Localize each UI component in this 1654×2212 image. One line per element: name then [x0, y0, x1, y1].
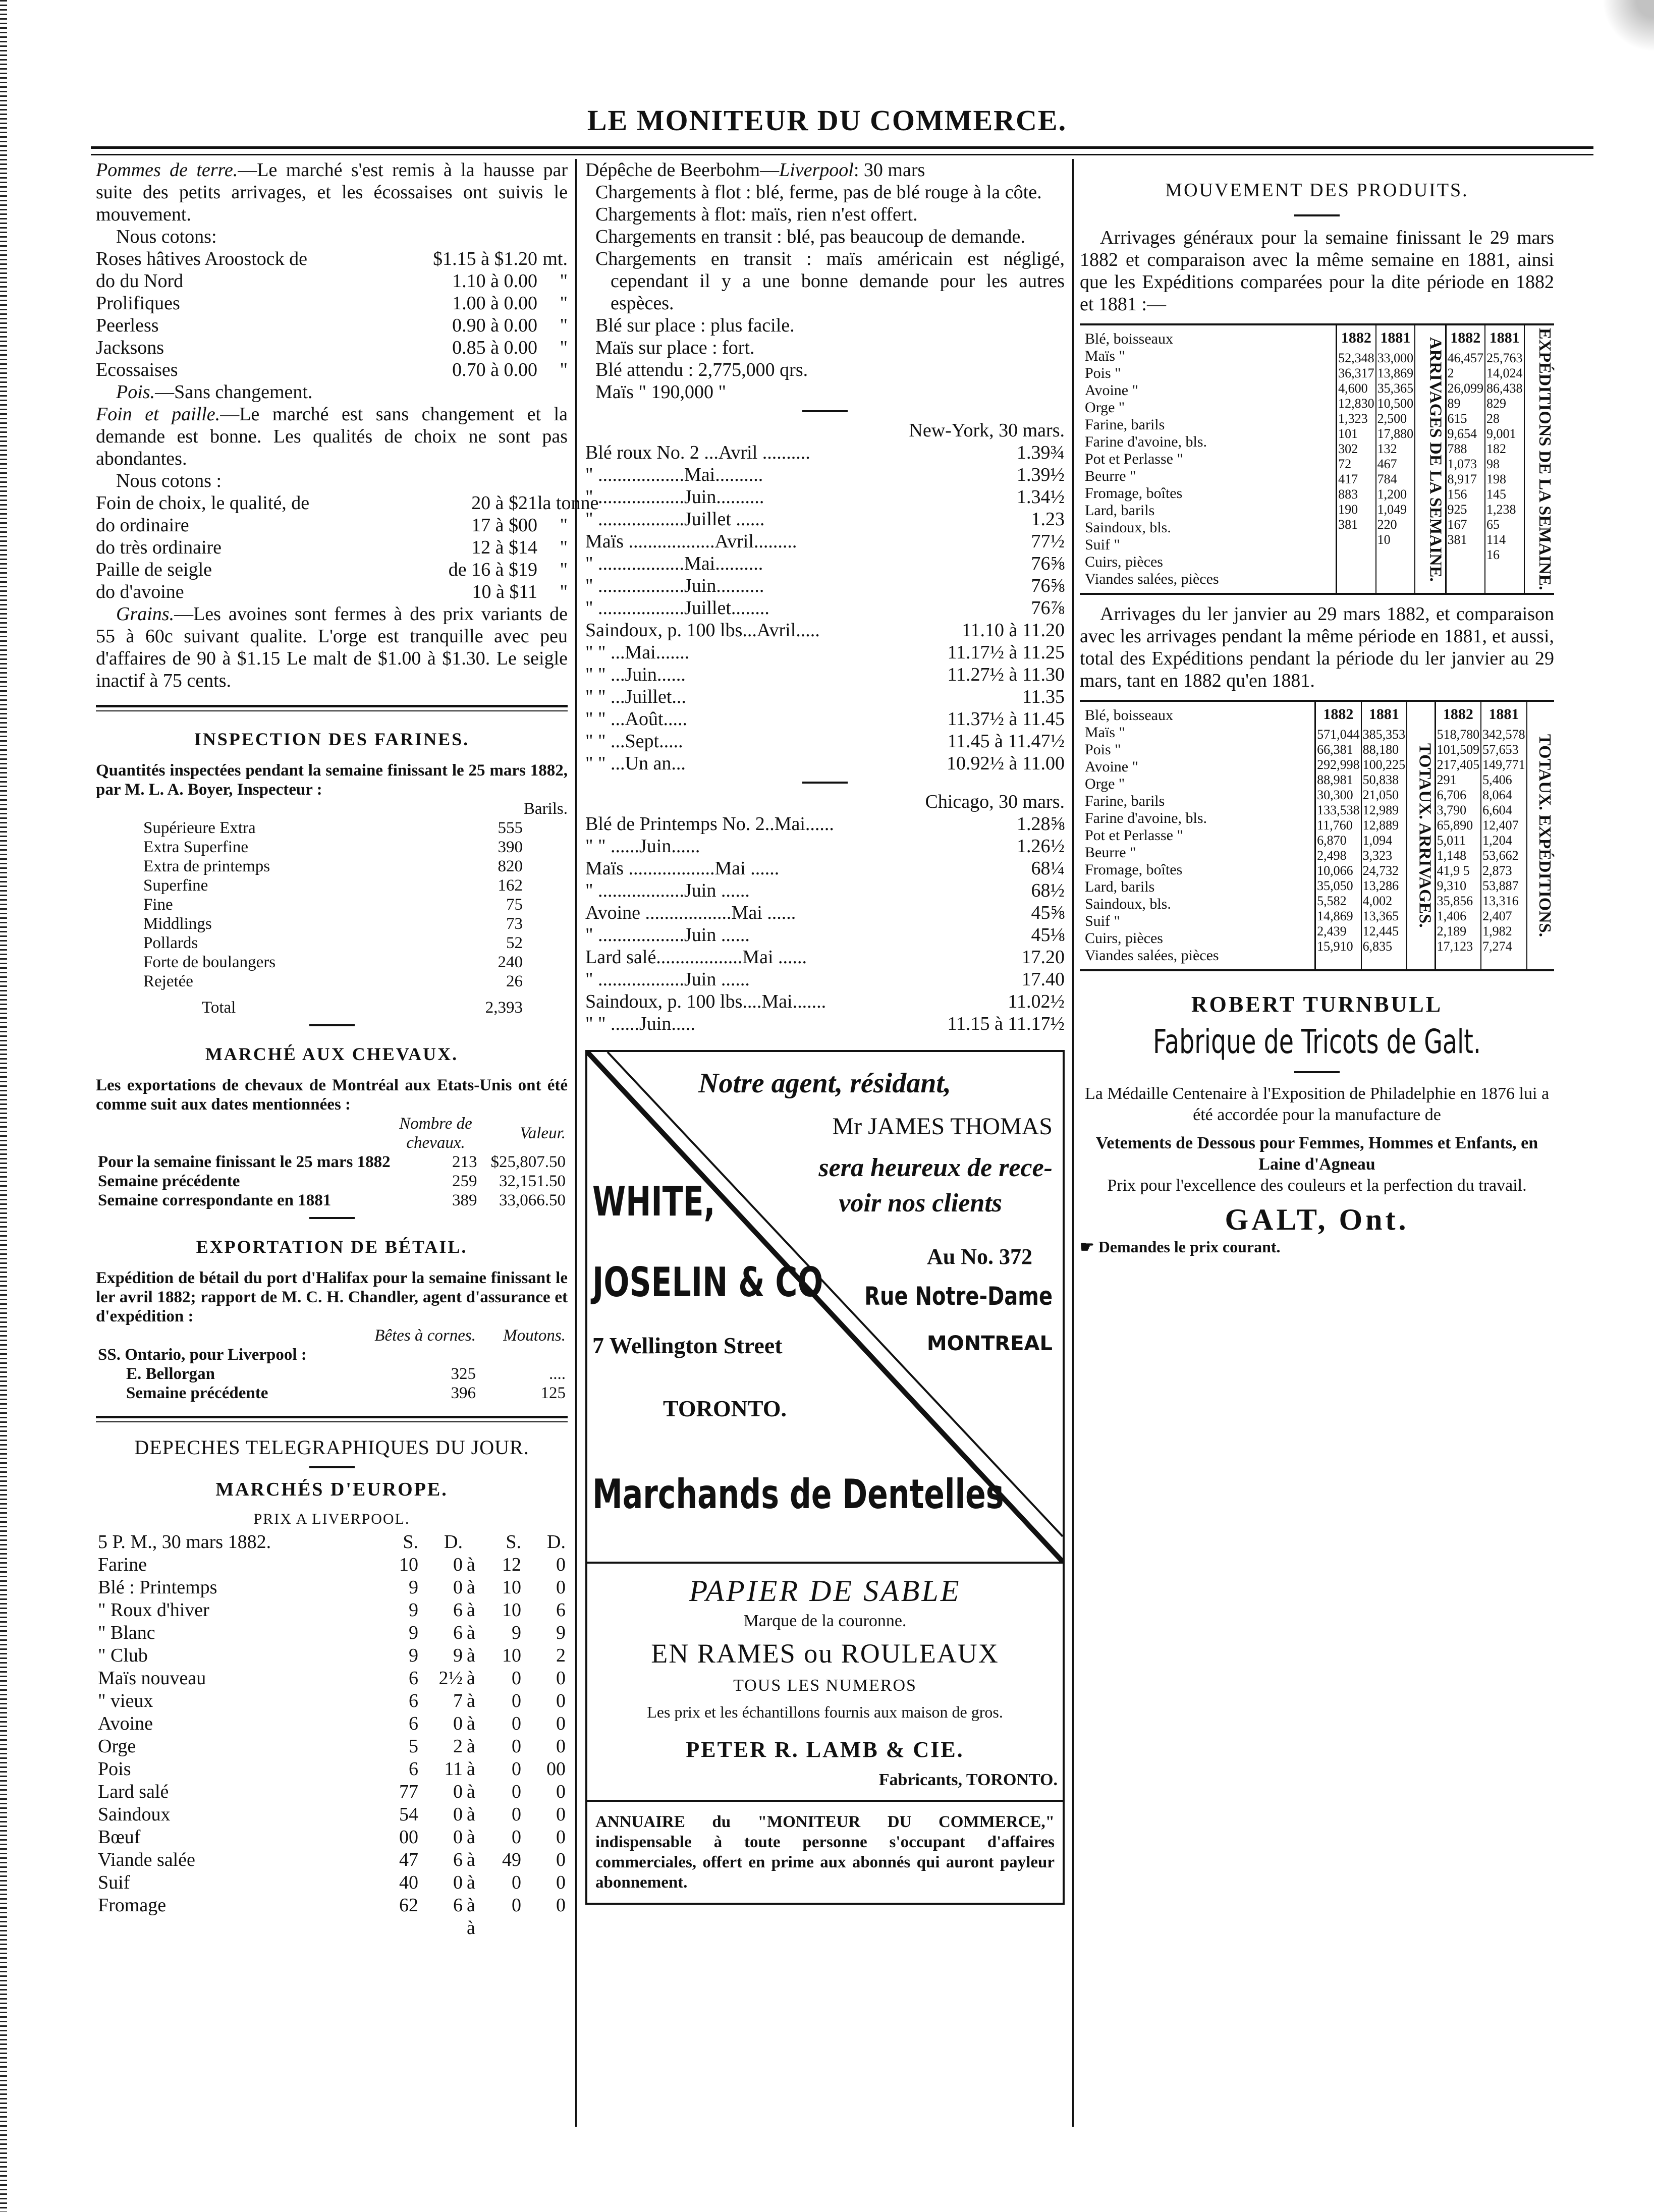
- stat-value: 9,001: [1486, 426, 1516, 441]
- stats-column: 1882 518,780 101,509 217,405 291 6,706 3,790 65,890 5,011 1,148 41,9 5 9,310 35,856 1,406 2,189 17,123: [1436, 702, 1482, 969]
- potatoes-lead: Pommes de terre.: [96, 159, 238, 181]
- table-row: Lard salé 77 0 à 0 0: [98, 1781, 566, 1802]
- short-rule: [802, 782, 848, 784]
- stat-value: 53,662: [1482, 848, 1519, 863]
- stat-value: 381: [1338, 517, 1358, 532]
- table-row: Orge 5 2 à 0 0: [98, 1736, 566, 1757]
- stats-table-totals: [1080, 700, 1554, 971]
- stat-value: 17,123: [1437, 939, 1473, 954]
- quote-row: " " ......Juin..... 11.15 à 11.17½: [585, 1013, 1065, 1034]
- stat-value: 50,838: [1362, 772, 1399, 787]
- stat-value: 10,500: [1377, 396, 1414, 411]
- table-row: " Roux d'hiver 9 6 à 10 6: [98, 1599, 566, 1621]
- stat-value: 30,300: [1317, 788, 1353, 802]
- chevaux-table: Nombre de chevaux. Valeur. Pour la semaine finissant le 25 mars 1882 213 $25,807.50 Semaine précédente 259 32,151.50 Semaine correspondante en 1881 389 33,066.50: [96, 1114, 568, 1210]
- stat-value: 883: [1338, 487, 1358, 502]
- table-row: Middlings 73: [143, 915, 523, 933]
- stat-value: 1,238: [1486, 502, 1516, 517]
- stat-value: 385,353: [1362, 727, 1406, 742]
- product-labels: Blé, boisseaux Maïs " Pois " Avoine " Orge " Farine, barils Farine d'avoine, bls. Pot et Perlasse " Beurre " Fromage, boîtes Lard, barils Saindoux, bls. Suif " Cuirs, pièces Viandes salées, pièces: [1080, 702, 1316, 969]
- farines-header: Barils.: [523, 800, 568, 818]
- table-row: Total 2,393: [202, 999, 523, 1017]
- stat-value: 13,286: [1362, 878, 1399, 893]
- quotes-intro: Nous cotons:: [116, 226, 217, 247]
- stat-value: 1,204: [1482, 833, 1512, 848]
- stat-value: 571,044: [1317, 727, 1360, 742]
- stat-value: 467: [1377, 457, 1397, 471]
- stats-column: 1881 25,763 14,024 86,438 829 28 9,001 182 98 198 145 1,238 65 114 16: [1485, 325, 1525, 593]
- dispatch-line: Blé attendu : 2,775,000 qrs.: [595, 359, 808, 380]
- stat-value: 1,073: [1447, 457, 1477, 471]
- pointing-hand-icon: ☛: [1080, 1238, 1098, 1256]
- stat-value: 6,706: [1437, 788, 1467, 802]
- short-rule: [309, 1024, 355, 1026]
- short-rule: [1294, 214, 1340, 216]
- stat-value: 1,094: [1362, 833, 1393, 848]
- stat-value: 41,9 5: [1437, 863, 1470, 878]
- ad-address: Au No. 372: [926, 1244, 1032, 1269]
- ad-line: Fabricants, TORONTO.: [878, 1771, 1058, 1789]
- dispatch-line: Chargements à flot: maïs, rien n'est offert.: [595, 204, 918, 225]
- stat-value: 57,653: [1482, 742, 1519, 757]
- table-row: Superfine 162: [143, 876, 523, 895]
- table-row: E. Bellorgan 325 ....: [126, 1365, 566, 1383]
- quote-row: Maïs ..................Avril......... 77½: [585, 531, 1065, 552]
- stat-value: 217,405: [1437, 757, 1480, 772]
- ad-line: TOUS LES NUMEROS: [733, 1676, 917, 1695]
- ad-line: Les prix et les échantillons fournis aux maison de gros.: [647, 1703, 1003, 1721]
- ad-company: ROBERT TURNBULL: [1191, 992, 1443, 1017]
- stat-value: 35,365: [1377, 381, 1414, 396]
- stat-value: 8,064: [1482, 788, 1512, 802]
- stat-value: 5,011: [1437, 833, 1466, 848]
- section-heading: MARCHÉS D'EUROPE.: [215, 1479, 448, 1500]
- stat-value: 220: [1377, 517, 1397, 532]
- ad-agent-name: Mr JAMES THOMAS: [832, 1113, 1053, 1140]
- stat-value: 14,869: [1317, 909, 1353, 923]
- table-row: Avoine 6 0 à 0 0: [98, 1713, 566, 1734]
- stat-value: 2,873: [1482, 863, 1512, 878]
- stat-value: 12,407: [1482, 818, 1519, 833]
- stat-value: 133,538: [1317, 803, 1360, 817]
- stat-value: 21,050: [1362, 788, 1399, 802]
- stat-value: 1,148: [1437, 848, 1467, 863]
- stat-value: 65: [1486, 517, 1500, 532]
- table-row: Bœuf 00 0 à 0 0: [98, 1827, 566, 1848]
- stat-value: 2,189: [1437, 924, 1467, 938]
- stat-value: 53,887: [1482, 878, 1519, 893]
- quote-row: Blé de Printemps No. 2..Mai...... 1.28⅝: [585, 813, 1065, 835]
- stat-value: 88,981: [1317, 772, 1353, 787]
- annuaire-notice: ANNUAIRE du "MONITEUR DU COMMERCE," indispensable à toute personne s'occupant d'affaires commerciales, offert en prime aux abonnés qui auront payleur abonnement.: [585, 1802, 1065, 1905]
- stat-value: 101: [1338, 426, 1358, 441]
- group-label: TOTAUX. ARRIVAGES.: [1407, 702, 1436, 969]
- stats-column: 1881 33,000 13,869 35,365 10,500 2,500 17,880 132 467 784 1,200 1,049 220 10: [1376, 325, 1416, 593]
- stat-value: 2: [1447, 366, 1454, 380]
- dispatch-line: Chargements en transit : blé, pas beaucoup de demande.: [595, 226, 1025, 247]
- ad-agent-text: voir nos clients: [839, 1189, 1002, 1218]
- ad-address: 7 Wellington Street: [592, 1333, 783, 1358]
- price-row: Foin de choix, le qualité, de 20 à $21 la tonne: [96, 492, 599, 514]
- stat-value: 1,406: [1437, 909, 1467, 923]
- quotes-intro: Nous cotons :: [116, 470, 222, 491]
- quote-row: " ..................Juin ...... 68½: [585, 880, 1065, 901]
- section-heading: DEPECHES TELEGRAPHIQUES DU JOUR.: [134, 1436, 529, 1459]
- stats-column: 1882 571,044 66,381 292,998 88,981 30,300 133,538 11,760 6,870 2,498 10,066 35,050 5,582 14,869 2,439 15,910: [1316, 702, 1362, 969]
- stat-value: 36,317: [1338, 366, 1374, 380]
- stat-value: 10,066: [1317, 863, 1353, 878]
- stat-value: 52,348: [1338, 351, 1374, 365]
- column-left: [96, 159, 599, 2127]
- stat-value: 829: [1486, 396, 1507, 411]
- section-heading: MARCHÉ AUX CHEVAUX.: [205, 1044, 459, 1064]
- group-label: TOTAUX. EXPÉDITIONS.: [1535, 734, 1554, 937]
- stat-value: 7,274: [1482, 939, 1512, 954]
- dispatch-line: Chargements à flot : blé, ferme, pas de blé rouge à la côte.: [595, 182, 1042, 203]
- price-row: Peerless 0.90 à 0.00 ": [96, 315, 568, 336]
- ad-city: GALT, Ont.: [1225, 1203, 1409, 1236]
- stat-value: 13,365: [1362, 909, 1399, 923]
- betail-table: Bêtes à cornes. Moutons. SS. Ontario, pour Liverpool : E. Bellorgan 325 .... Semaine précédente 396 125: [96, 1326, 568, 1403]
- peas-paragraph: Pois.—Sans changement.: [116, 381, 313, 403]
- quote-row: " " ...Sept..... 11.45 à 11.47½: [585, 731, 1065, 752]
- stat-value: 9,654: [1447, 426, 1477, 441]
- stat-value: 6,835: [1362, 939, 1393, 954]
- stat-value: 35,050: [1317, 878, 1353, 893]
- table-row: Rejetée 26: [143, 972, 523, 990]
- chevaux-intro: Les exportations de chevaux de Montréal aux Etats-Unis ont été comme suit aux dates mentionnées :: [96, 1076, 568, 1114]
- price-row: do du Nord 1.10 à 0.00 ": [96, 270, 568, 292]
- price-row: Prolifiques 1.00 à 0.00 ": [96, 293, 568, 314]
- left-edge-perforation: [0, 0, 7, 2212]
- table-row: Extra de printemps 820: [143, 857, 523, 875]
- column-middle: [585, 159, 1065, 2127]
- sub-heading: PRIX A LIVERPOOL.: [253, 1511, 410, 1527]
- quote-row: " ..................Mai.......... 1.39½: [585, 464, 1065, 485]
- stat-value: 66,381: [1317, 742, 1353, 757]
- stat-value: 784: [1377, 472, 1397, 486]
- quote-row: " ..................Juin.......... 76⅝: [585, 575, 1065, 596]
- stat-value: 167: [1447, 517, 1467, 532]
- stat-value: 13,869: [1377, 366, 1414, 380]
- table-row: Semaine correspondante en 1881 389 33,066.50: [98, 1191, 566, 1209]
- quote-row: " ..................Juillet ...... 1.23: [585, 509, 1065, 530]
- stat-value: 12,889: [1362, 818, 1399, 833]
- stat-value: 12,445: [1362, 924, 1399, 938]
- table-row: Pour la semaine finissant le 25 mars 1882 213 $25,807.50: [98, 1153, 566, 1171]
- city-date: New-York, 30 mars.: [909, 420, 1065, 441]
- quote-row: Saindoux, p. 100 lbs....Mai....... 11.02½: [585, 991, 1065, 1012]
- quote-row: " " ...Juin...... 11.27½ à 11.30: [585, 664, 1065, 685]
- price-row: Roses hâtives Aroostock de $1.15 à $1.20 mt.: [96, 248, 568, 269]
- table-row: SS. Ontario, pour Liverpool :: [98, 1346, 307, 1364]
- stat-value: 925: [1447, 502, 1467, 517]
- ad-tagline: Marchands de Dentelles: [592, 1471, 1004, 1518]
- stat-value: 145: [1486, 487, 1507, 502]
- ad-title: PAPIER DE SABLE: [689, 1574, 961, 1608]
- section-rule: [96, 705, 568, 711]
- stat-value: 14,024: [1486, 366, 1523, 380]
- stat-value: 10: [1377, 532, 1391, 547]
- stat-value: 2,439: [1317, 924, 1347, 938]
- advertisement-turnbull: [1080, 991, 1554, 1256]
- group-label: ARRIVAGES DE LA SEMAINE.: [1415, 325, 1446, 593]
- arrivages-intro: Arrivages du ler janvier au 29 mars 1882, et comparaison avec les arrivages pendant la même période en 1881, et aussi, total des Expéditions pendant la période du ler janvier au 29 mars, tant en 1882 qu'en 1881.: [1080, 603, 1554, 691]
- stat-value: 2,407: [1482, 909, 1512, 923]
- advertisement-white-joselin: [585, 1050, 1065, 1564]
- stat-value: 98: [1486, 457, 1500, 471]
- stat-value: 46,457: [1447, 351, 1484, 365]
- table-row: Fine 75: [143, 896, 523, 914]
- stat-value: 35,856: [1437, 894, 1473, 908]
- table-row: Maïs nouveau 6 2½ à 0 0: [98, 1668, 566, 1689]
- farines-intro: Quantités inspectées pendant la semaine finissant le 25 mars 1882, par M. L. A. Boyer, Inspecteur :: [96, 761, 568, 799]
- stat-value: 13,316: [1482, 894, 1519, 908]
- stats-table-weekly: [1080, 323, 1554, 595]
- stat-value: 788: [1447, 441, 1467, 456]
- stat-value: 132: [1377, 441, 1397, 456]
- ad-line: EN RAMES ou ROULEAUX: [651, 1638, 999, 1669]
- price-row: Paille de seigle de 16 à $19 ": [96, 559, 568, 580]
- stat-value: 24,732: [1362, 863, 1399, 878]
- ad-city: MONTREAL: [926, 1332, 1053, 1355]
- table-row: Extra Superfine 390: [143, 838, 523, 856]
- dispatch-line: Maïs " 190,000 ": [595, 381, 727, 403]
- stat-value: 11,760: [1317, 818, 1353, 833]
- stat-value: 1,049: [1377, 502, 1407, 517]
- stat-value: 25,763: [1486, 351, 1523, 365]
- ad-company: PETER R. LAMB & CIE.: [686, 1737, 964, 1762]
- table-row: Fromage 62 6 à 0 0: [98, 1895, 566, 1916]
- potatoes-paragraph: Pommes de terre.—Le marché s'est remis à la hausse par suite des petits arrivages, et les écossaises ont suivis le mouvement.: [96, 159, 568, 225]
- quote-row: " ..................Juillet........ 76⅞: [585, 597, 1065, 619]
- stat-value: 6,604: [1482, 803, 1512, 817]
- stat-value: 156: [1447, 487, 1467, 502]
- dispatch-line: Maïs sur place : fort.: [595, 337, 755, 358]
- dispatch-line: Blé sur place : plus facile.: [595, 315, 795, 336]
- price-row: do ordinaire 17 à $00 ": [96, 515, 568, 536]
- stat-value: 518,780: [1437, 727, 1480, 742]
- stat-value: 72: [1338, 457, 1352, 471]
- ad-company: WHITE,: [592, 1178, 715, 1225]
- stat-value: 16: [1486, 547, 1500, 562]
- quote-row: " " ...Un an... 10.92½ à 11.00: [585, 753, 1065, 774]
- ad-company: JOSELIN & CO: [592, 1259, 823, 1306]
- stats-column: 1881 342,578 57,653 149,771 5,406 8,064 6,604 12,407 1,204 53,662 2,873 53,887 13,316 2,407 1,982 7,274: [1481, 702, 1527, 969]
- ad-address: Rue Notre-Dame: [864, 1282, 1053, 1311]
- quote-row: " " ...Mai....... 11.17½ à 11.25: [585, 642, 1065, 663]
- stat-value: 26,099: [1447, 381, 1484, 396]
- ad-line: Vetements de Dessous pour Femmes, Hommes et Enfants, en Laine d'Agneau: [1095, 1134, 1538, 1174]
- quote-row: Maïs ..................Mai ...... 68¼: [585, 858, 1065, 879]
- ad-line: Prix pour l'excellence des couleurs et la perfection du travail.: [1107, 1176, 1527, 1195]
- stat-value: 65,890: [1437, 818, 1473, 833]
- stat-value: 4,600: [1338, 381, 1368, 396]
- stat-value: 190: [1338, 502, 1358, 517]
- group-label: EXPÉDITIONS DE LA SEMAINE.: [1535, 328, 1554, 590]
- table-row: à: [467, 1917, 475, 1939]
- stat-value: 86,438: [1486, 381, 1523, 396]
- ad-line: La Médaille Centenaire à l'Exposition de Philadelphie en 1876 lui a été accordée pour la manufacture de: [1084, 1084, 1550, 1124]
- quote-row: Lard salé..................Mai ...... 17.20: [585, 947, 1065, 968]
- ad-subtitle: Marque de la couronne.: [743, 1612, 907, 1630]
- price-row: do d'avoine 10 à $11 ": [96, 581, 568, 602]
- table-row: Semaine précédente 259 32,151.50: [98, 1172, 566, 1190]
- betail-intro: Expédition de bétail du port d'Halifax pour la semaine finissant le ler avril 1882; rapport de M. C. H. Chandler, agent d'assurance et d'expédition :: [96, 1269, 568, 1325]
- column-divider: [575, 159, 577, 2127]
- table-row: " Blanc 9 6 à 9 9: [98, 1622, 566, 1643]
- stat-value: 1,982: [1482, 924, 1512, 938]
- stat-value: 292,998: [1317, 757, 1360, 772]
- advertisement-papier-sable: [585, 1564, 1065, 1802]
- stat-value: 100,225: [1362, 757, 1406, 772]
- quote-row: " ..................Juin.......... 1.34½: [585, 486, 1065, 508]
- stat-value: 3,790: [1437, 803, 1467, 817]
- short-rule: [309, 1466, 355, 1468]
- table-row: Forte de boulangers 240: [143, 953, 523, 971]
- table-row: Saindoux 54 0 à 0 0: [98, 1804, 566, 1825]
- ad-agent-text: sera heureux de rece-: [818, 1153, 1053, 1182]
- stat-value: 149,771: [1482, 757, 1525, 772]
- stat-value: 342,578: [1482, 727, 1525, 742]
- stats-column: 1881 385,353 88,180 100,225 50,838 21,050 12,989 12,889 1,094 3,323 24,732 13,286 4,002 13,365 12,445 6,835: [1362, 702, 1408, 969]
- arrivages-intro: Arrivages généraux pour la semaine finissant le 29 mars 1882 et comparaison avec la même semaine en 1881, ainsi que les Expéditions comparées pour la dite période en 1882 et 1881 :—: [1080, 227, 1554, 315]
- table-row: Semaine précédente 396 125: [126, 1384, 566, 1402]
- city-date: Chicago, 30 mars.: [925, 791, 1065, 812]
- ad-city: TORONTO.: [663, 1396, 787, 1421]
- stat-value: 89: [1447, 396, 1461, 411]
- stat-value: 8,917: [1447, 472, 1477, 486]
- stat-value: 381: [1447, 532, 1467, 547]
- column-divider: [1072, 159, 1074, 2127]
- quote-row: " " ...Juillet... 11.35: [585, 686, 1065, 707]
- quote-row: " " ...Août..... 11.37½ à 11.45: [585, 708, 1065, 730]
- price-row: do très ordinaire 12 à $14 ": [96, 537, 568, 558]
- table-row: Supérieure Extra 555: [143, 819, 523, 837]
- stat-value: 101,509: [1437, 742, 1480, 757]
- stat-value: 5,582: [1317, 894, 1347, 908]
- stat-value: 417: [1338, 472, 1358, 486]
- masthead-rule: [91, 146, 1593, 155]
- stat-value: 5,406: [1482, 772, 1512, 787]
- quote-row: Blé roux No. 2 ...Avril .......... 1.39¾: [585, 442, 1065, 463]
- grains-paragraph: Grains.—Les avoines sont fermes à des prix variants de 55 à 60c suivant qualite. L'orge est tranquille avec peu d'affaires de 90 à $1.15 Le malt de $1.00 à $1.30. Le seigle inactif à 75 cents.: [96, 603, 568, 691]
- table-row: Pois 6 11 à 0 00: [98, 1758, 566, 1780]
- hay-paragraph: Foin et paille.—Le marché est sans changement et la demande est bonne. Les qualités de choix ne sont pas abondantes.: [96, 404, 568, 469]
- table-row: Suif 40 0 à 0 0: [98, 1872, 566, 1893]
- liverpool-prices-table: 5 P. M., 30 mars 1882. S. D. S. D. Farine 10 0 à 12 0 Blé : Printemps 9 0 à 10 0 " Roux d'hiver 9 6 à 10 6 " Blanc 9 6 à 9 9 " Club 9 9 à 10 2 Maïs nouveau 6 2½ à 0 0 " vieux 6 7 à 0 0 Avoine 6 0 à 0 0 Orge 5 2 à 0 0 Pois 6 11 à 0 00 Lard salé 77 0 à 0 0 Saindoux 54 0 à 0 0 Bœuf 00 0 à 0 0 Viande salée 47 6 à 49 0 Suif 40 0 à 0 0 Fromage 62 6 à 0 0 à: [96, 1531, 568, 1940]
- quote-row: Saindoux, p. 100 lbs...Avril..... 11.10 à 11.20: [585, 620, 1065, 641]
- stats-column: 1882 46,457 2 26,099 89 615 9,654 788 1,073 8,917 156 925 167 381: [1447, 325, 1486, 593]
- short-rule: [309, 1217, 355, 1219]
- table-row: Viande salée 47 6 à 49 0: [98, 1849, 566, 1870]
- masthead-title: LE MONITEUR DU COMMERCE.: [587, 104, 1067, 137]
- table-row: Pollards 52: [143, 934, 523, 952]
- ad-line: ☛ Demandes le prix courant.: [1080, 1238, 1281, 1256]
- section-heading: INSPECTION DES FARINES.: [194, 729, 470, 749]
- stat-value: 114: [1486, 532, 1506, 547]
- stat-value: 3,323: [1362, 848, 1393, 863]
- stat-value: 2,500: [1377, 411, 1407, 426]
- stat-value: 15,910: [1317, 939, 1353, 954]
- stat-value: 291: [1437, 772, 1457, 787]
- table-row: " Club 9 9 à 10 2: [98, 1645, 566, 1666]
- quote-row: " ..................Mai.......... 76⅝: [585, 553, 1065, 574]
- beerbohm-dispatch: Dépêche de Beerbohm—Liverpool: 30 mars: [585, 159, 925, 181]
- stat-value: 198: [1486, 472, 1507, 486]
- table-row: " vieux 6 7 à 0 0: [98, 1690, 566, 1711]
- section-heading: EXPORTATION DE BÉTAIL.: [196, 1237, 468, 1257]
- quote-row: " ..................Juin ...... 45⅛: [585, 924, 1065, 946]
- section-rule: [96, 1416, 568, 1422]
- stat-value: 17,880: [1377, 426, 1414, 441]
- quote-row: Avoine ..................Mai ...... 45⅝: [585, 902, 1065, 923]
- stat-value: 12,989: [1362, 803, 1399, 817]
- table-row: Blé : Printemps 9 0 à 10 0: [98, 1577, 566, 1598]
- dispatch-line: Chargements en transit : maïs américain est négligé, cependant il y a une bonne demande pour les autres espèces.: [595, 248, 1065, 314]
- short-rule: [802, 410, 848, 412]
- stat-value: 33,000: [1377, 351, 1414, 365]
- stat-value: 182: [1486, 441, 1507, 456]
- stat-value: 302: [1338, 441, 1358, 456]
- stat-value: 1,200: [1377, 487, 1407, 502]
- column-right: [1080, 159, 1554, 2127]
- ad-agent-line: Notre agent, résidant,: [698, 1068, 951, 1099]
- product-labels: Blé, boisseaux Maïs " Pois " Avoine " Orge " Farine, barils Farine d'avoine, bls. Pot et Perlasse " Beurre " Fromage, boîtes Lard, barils Saindoux, bls. Suif " Cuirs, pièces Viandes salées, pièces: [1080, 325, 1337, 593]
- section-heading: MOUVEMENT DES PRODUITS.: [1165, 180, 1469, 201]
- ad-title: Fabrique de Tricots de Galt.: [1152, 1022, 1481, 1061]
- page-corner-stain: [1593, 0, 1654, 61]
- stat-value: 615: [1447, 411, 1467, 426]
- price-row: Jacksons 0.85 à 0.00 ": [96, 337, 568, 358]
- stat-value: 6,870: [1317, 833, 1347, 848]
- stat-value: 12,830: [1338, 396, 1374, 411]
- stat-value: 1,323: [1338, 411, 1368, 426]
- stat-value: 2,498: [1317, 848, 1347, 863]
- price-row: Ecossaises 0.70 à 0.00 ": [96, 359, 568, 380]
- stats-column: 1882 52,348 36,317 4,600 12,830 1,323 101 302 72 417 883 190 381: [1337, 325, 1376, 593]
- quote-row: " " ......Juin...... 1.26½: [585, 836, 1065, 857]
- stat-value: 4,002: [1362, 894, 1393, 908]
- quote-row: " ..................Juin ...... 17.40: [585, 969, 1065, 990]
- table-row: Farine 10 0 à 12 0: [98, 1554, 566, 1575]
- stat-value: 88,180: [1362, 742, 1399, 757]
- stat-value: 9,310: [1437, 878, 1467, 893]
- stat-value: 28: [1486, 411, 1500, 426]
- farines-table: [141, 818, 525, 1017]
